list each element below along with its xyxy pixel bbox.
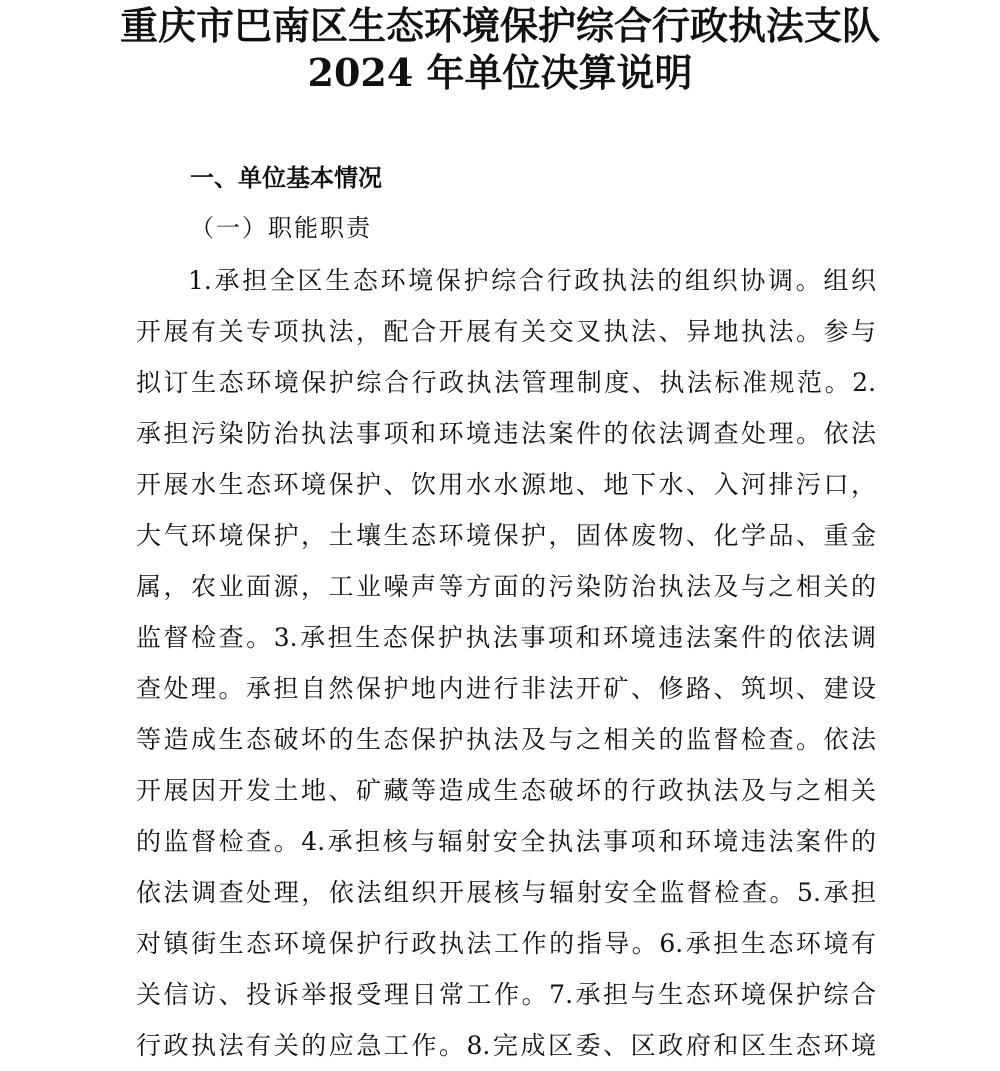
- document-title-line-1: 重庆市巴南区生态环境保护综合行政执法支队: [119, 3, 880, 48]
- subsection-heading: （一）职能职责: [190, 214, 372, 242]
- paragraph-line: 开展因开发土地、矿藏等造成生态破坏的行政执法及与之相关: [136, 776, 876, 805]
- paragraph-line: 属，农业面源，工业噪声等方面的污染防治执法及与之相关的: [136, 572, 876, 601]
- paragraph-line: 开展有关专项执法，配合开展有关交叉执法、异地执法。参与: [136, 317, 876, 346]
- paragraph-line: 开展水生态环境保护、饮用水水源地、地下水、入河排污口，: [136, 470, 876, 499]
- paragraph-line: 关信访、投诉举报受理日常工作。7.承担与生态环境保护综合: [136, 980, 876, 1009]
- paragraph-line: 对镇街生态环境保护行政执法工作的指导。6.承担生态环境有: [136, 929, 876, 958]
- section-heading: 一、单位基本情况: [190, 164, 382, 192]
- duties-paragraph: [136, 255, 876, 1071]
- paragraph-line: 依法调查处理，依法组织开展核与辐射安全监督检查。5.承担: [136, 878, 876, 907]
- paragraph-line: 监督检查。3.承担生态保护执法事项和环境违法案件的依法调: [136, 623, 876, 652]
- paragraph-line: 查处理。承担自然保护地内进行非法开矿、修路、筑坝、建设: [136, 674, 876, 703]
- document-title-line-2: 2024 年单位决算说明: [307, 50, 693, 95]
- paragraph-line: 大气环境保护，土壤生态环境保护，固体废物、化学品、重金: [136, 521, 876, 550]
- paragraph-line: 等造成生态破坏的生态保护执法及与之相关的监督检查。依法: [136, 725, 876, 754]
- paragraph-line: 1.承担全区生态环境保护综合行政执法的组织协调。组织: [188, 266, 876, 295]
- paragraph-line: 拟订生态环境保护综合行政执法管理制度、执法标准规范。2.: [136, 368, 876, 397]
- paragraph-line: 的监督检查。4.承担核与辐射安全执法事项和环境违法案件的: [136, 827, 876, 856]
- paragraph-line: 行政执法有关的应急工作。8.完成区委、区政府和区生态环境: [136, 1031, 876, 1060]
- paragraph-line: 承担污染防治执法事项和环境违法案件的依法调查处理。依法: [136, 419, 876, 448]
